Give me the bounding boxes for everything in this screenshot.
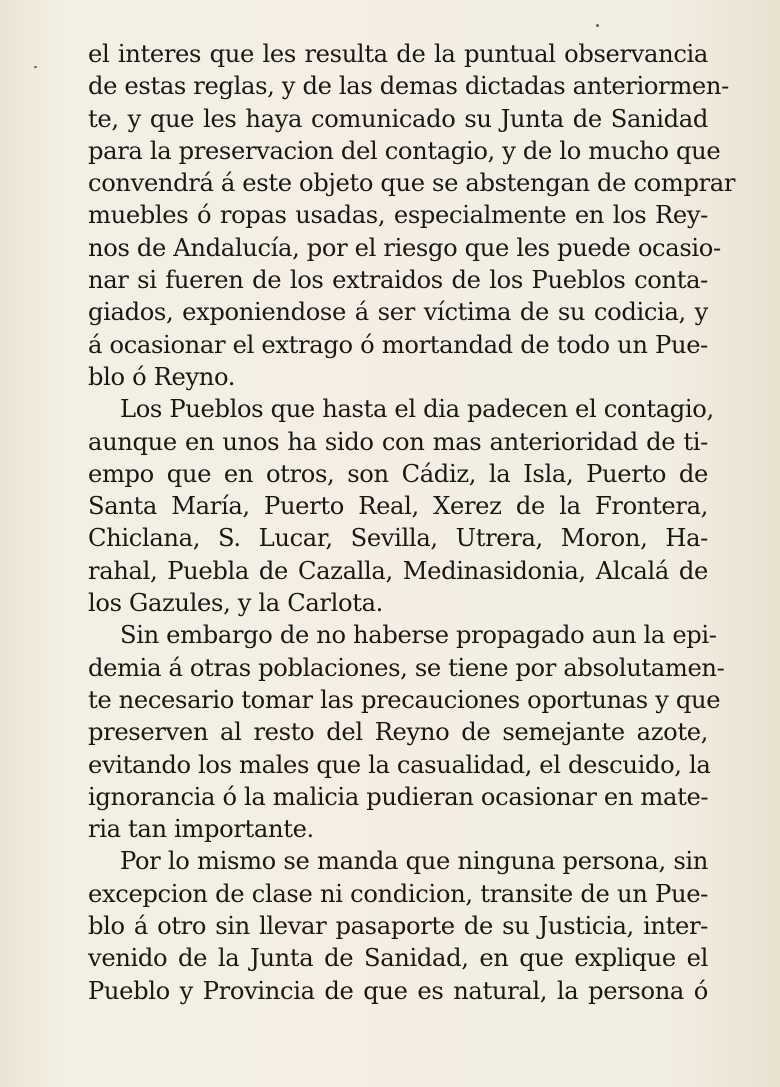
text-line: convendrá á este objeto que se abstengan de comprar [88,169,736,198]
text-line: para la preservacion del contagio, y de lo mucho que [88,136,721,165]
page-text [88,38,736,1007]
text-line: Sin embargo de no haberse propagado aun la epi- [120,621,717,650]
text-line: el interes que les resulta de la puntual observancia [88,40,708,68]
ink-speck [596,24,599,27]
text-line: demia á otras poblaciones, se tiene por absolutamen- [88,653,725,682]
text-line: rahal, Puebla de Cazalla, Medinasidonia, Alcalá de [88,556,708,585]
text-line: de estas reglas, y de las demas dictadas anteriormen- [88,72,729,101]
text-line: ria tan importante. [88,815,314,844]
text-line: Santa María, Puerto Real, Xerez de la Frontera, [88,492,708,521]
text-line: venido de la Junta de Sanidad, en que explique el [88,944,708,973]
text-line: te necesario tomar las precauciones oportunas y que [88,685,721,714]
text-line: nos de Andalucía, por el riesgo que les puede ocasio- [88,233,721,262]
text-line: empo que en otros, son Cádiz, la Isla, Puerto de [88,459,708,488]
text-line: blo á otro sin llevar pasaporte de su Justicia, inter- [88,912,708,941]
text-line: los Gazules, y la Carlota. [88,589,384,618]
text-line: te, y que les haya comunicado su Junta de Sanidad [88,104,708,133]
paragraph-4 [88,845,708,1006]
text-line: muebles ó ropas usadas, especialmente en los Rey- [88,201,708,230]
text-line: excepcion de clase ni condicion, transite de un Pue- [88,879,708,908]
text-line: á ocasionar el extrago ó mortandad de todo un Pue- [88,330,708,359]
text-line: evitando los males que la casualidad, el descuido, la [88,750,711,779]
text-line: nar si fueren de los extraidos de los Pueblos conta- [88,266,708,295]
text-line: Pueblo y Provincia de que es natural, la persona ó [88,976,708,1005]
text-line: Chiclana, S. Lucar, Sevilla, Utrera, Moron, Ha- [88,524,708,553]
ink-speck [34,66,37,68]
text-line: giados, exponiendose á ser víctima de su codicia, y [88,298,708,327]
text-line: Los Pueblos que hasta el dia padecen el contagio, [120,395,714,424]
text-line: ignorancia ó la malicia pudieran ocasionar en mate- [88,782,709,811]
text-line: Por lo mismo se manda que ninguna persona, sin [120,847,708,876]
text-line: aunque en unos ha sido con mas anterioridad de ti- [88,427,708,456]
text-line: blo ó Reyno. [88,362,236,391]
paragraph-3 [88,619,725,845]
text-line: preserven al resto del Reyno de semejante azote, [88,718,708,747]
paragraph-1 [88,38,736,393]
paragraph-2 [88,393,714,619]
